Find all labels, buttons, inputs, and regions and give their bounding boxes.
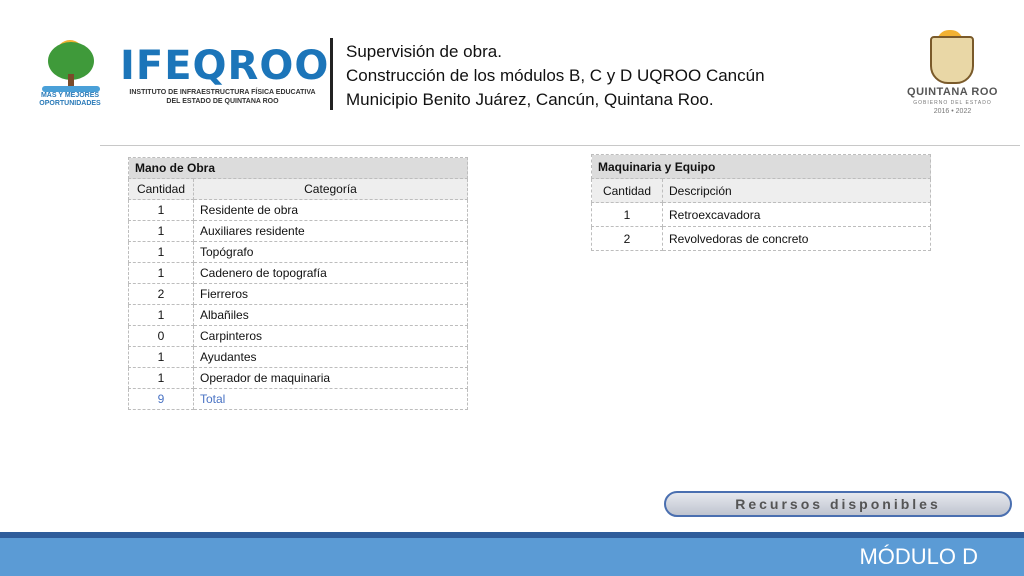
column-header-categoria: Categoría bbox=[194, 179, 468, 200]
total-qty-cell: 9 bbox=[129, 389, 194, 410]
mas-y-mejores-logo bbox=[30, 40, 110, 110]
header-divider bbox=[330, 38, 333, 110]
coat-of-arms-icon bbox=[930, 36, 974, 84]
category-cell: Topógrafo bbox=[194, 242, 468, 263]
table-row bbox=[129, 368, 468, 389]
state-government: GOBIERNO DEL ESTADO bbox=[913, 100, 992, 106]
table-row bbox=[129, 242, 468, 263]
category-cell: Fierreros bbox=[194, 284, 468, 305]
category-cell: Auxiliares residente bbox=[194, 221, 468, 242]
ifeqroo-subtitle-1: INSTITUTO DE INFRAESTRUCTURA FÍSICA EDUCATIVA bbox=[129, 89, 316, 96]
category-cell: Operador de maquinaria bbox=[194, 368, 468, 389]
category-cell: Carpinteros bbox=[194, 326, 468, 347]
qty-cell: 1 bbox=[129, 347, 194, 368]
table-title: Mano de Obra bbox=[129, 158, 468, 179]
description-cell: Retroexcavadora bbox=[663, 203, 931, 227]
table-header-row bbox=[129, 179, 468, 200]
logo-slogan bbox=[30, 92, 110, 108]
table-row bbox=[129, 347, 468, 368]
state-name: QUINTANA ROO bbox=[907, 86, 998, 98]
page-title bbox=[346, 40, 765, 112]
qty-cell: 1 bbox=[592, 203, 663, 227]
table-header-row bbox=[592, 179, 931, 203]
qty-cell: 1 bbox=[129, 305, 194, 326]
column-header-cantidad: Cantidad bbox=[129, 179, 194, 200]
qty-cell: 2 bbox=[129, 284, 194, 305]
header-rule bbox=[100, 145, 1020, 146]
title-line-3: Municipio Benito Juárez, Cancún, Quintana Roo. bbox=[346, 90, 714, 109]
qty-cell: 1 bbox=[129, 368, 194, 389]
title-line-1: Supervisión de obra. bbox=[346, 42, 502, 61]
table-row bbox=[129, 326, 468, 347]
quintana-roo-logo bbox=[900, 28, 1010, 120]
table-title: Maquinaria y Equipo bbox=[592, 155, 931, 179]
ifeqroo-subtitle-2: DEL ESTADO DE QUINTANA ROO bbox=[166, 98, 279, 105]
table-row bbox=[129, 200, 468, 221]
column-header-cantidad: Cantidad bbox=[592, 179, 663, 203]
total-label-cell: Total bbox=[194, 389, 468, 410]
maquinaria-equipo-table bbox=[591, 154, 931, 251]
ifeqroo-logo bbox=[120, 43, 330, 114]
table-row bbox=[129, 284, 468, 305]
qty-cell: 2 bbox=[592, 227, 663, 251]
title-line-2: Construcción de los módulos B, C y D UQROO Cancún bbox=[346, 66, 765, 85]
column-header-descripcion: Descripción bbox=[663, 179, 931, 203]
category-cell: Albañiles bbox=[194, 305, 468, 326]
module-label: MÓDULO D bbox=[859, 544, 978, 569]
qty-cell: 1 bbox=[129, 242, 194, 263]
table-row bbox=[129, 305, 468, 326]
category-cell: Residente de obra bbox=[194, 200, 468, 221]
table-title-row bbox=[129, 158, 468, 179]
table-row bbox=[592, 227, 931, 251]
table-row bbox=[592, 203, 931, 227]
recursos-disponibles-badge: Recursos disponibles bbox=[664, 491, 1012, 517]
total-row bbox=[129, 389, 468, 410]
table-title-row bbox=[592, 155, 931, 179]
government-period: 2016 • 2022 bbox=[933, 108, 972, 115]
qty-cell: 1 bbox=[129, 221, 194, 242]
category-cell: Cadenero de topografía bbox=[194, 263, 468, 284]
qty-cell: 1 bbox=[129, 200, 194, 221]
slogan-line-2: OPORTUNIDADES bbox=[39, 100, 101, 107]
ifeqroo-wordmark: IFEQROO bbox=[120, 43, 330, 89]
qty-cell: 0 bbox=[129, 326, 194, 347]
table-row bbox=[129, 221, 468, 242]
qty-cell: 1 bbox=[129, 263, 194, 284]
category-cell: Ayudantes bbox=[194, 347, 468, 368]
table-row bbox=[129, 263, 468, 284]
mano-de-obra-table bbox=[128, 157, 468, 410]
slogan-line-1: MAS Y MEJORES bbox=[40, 92, 100, 99]
description-cell: Revolvedoras de concreto bbox=[663, 227, 931, 251]
